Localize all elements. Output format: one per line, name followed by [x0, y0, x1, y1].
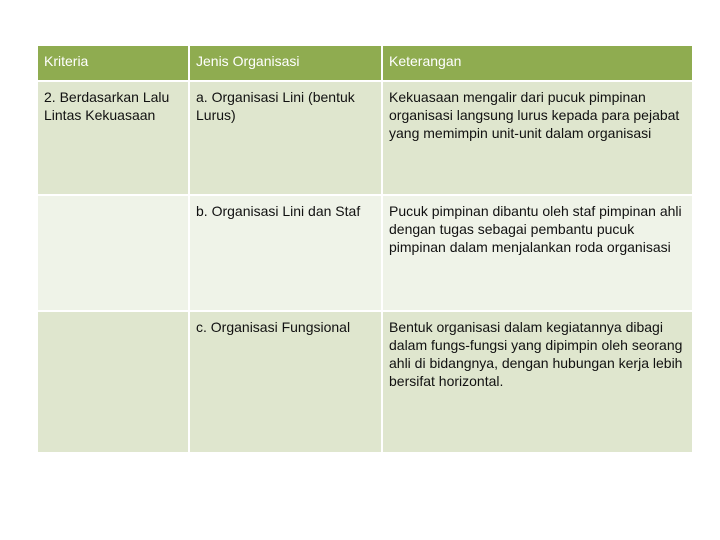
cell-jenis-text: c. Organisasi Fungsional — [196, 319, 351, 335]
table-row — [37, 81, 693, 195]
table-row — [37, 311, 693, 453]
cell-keterangan — [382, 81, 693, 195]
cell-kriteria — [37, 195, 189, 311]
cell-jenis — [189, 195, 382, 311]
cell-kriteria-text: 2. Berdasarkan Lalu Lintas Kekuasaan — [44, 89, 170, 123]
cell-kriteria — [37, 311, 189, 453]
cell-keterangan-text: Kekuasaan mengalir dari pucuk pimpinan organisasi langsung lurus kepada para pejabat yang memimpin unit-unit dalam organisasi — [389, 89, 680, 141]
cell-jenis-text: a. Organisasi Lini (bentuk Lurus) — [196, 89, 355, 123]
cell-keterangan — [382, 311, 693, 453]
cell-jenis — [189, 311, 382, 453]
cell-kriteria — [37, 81, 189, 195]
cell-jenis-text: b. Organisasi Lini dan Staf — [196, 203, 361, 219]
cell-keterangan — [382, 195, 693, 311]
table-row — [37, 195, 693, 311]
cell-keterangan-text: Bentuk organisasi dalam kegiatannya dibagi dalam fungs-fungsi yang dipimpin oleh seorang ahli di bidangnya, dengan hubungan kerja lebih bersifat horizontal. — [389, 319, 683, 389]
header-jenis-organisasi: Jenis Organisasi — [189, 45, 382, 81]
table-header-row — [37, 45, 693, 81]
header-keterangan: Keterangan — [382, 45, 693, 81]
cell-jenis — [189, 81, 382, 195]
cell-keterangan-text: Pucuk pimpinan dibantu oleh staf pimpinan ahli dengan tugas sebagai pembantu pucuk pimpinan dalam menjalankan roda organisasi — [389, 203, 682, 255]
organization-table — [36, 44, 694, 454]
header-kriteria: Kriteria — [37, 45, 189, 81]
